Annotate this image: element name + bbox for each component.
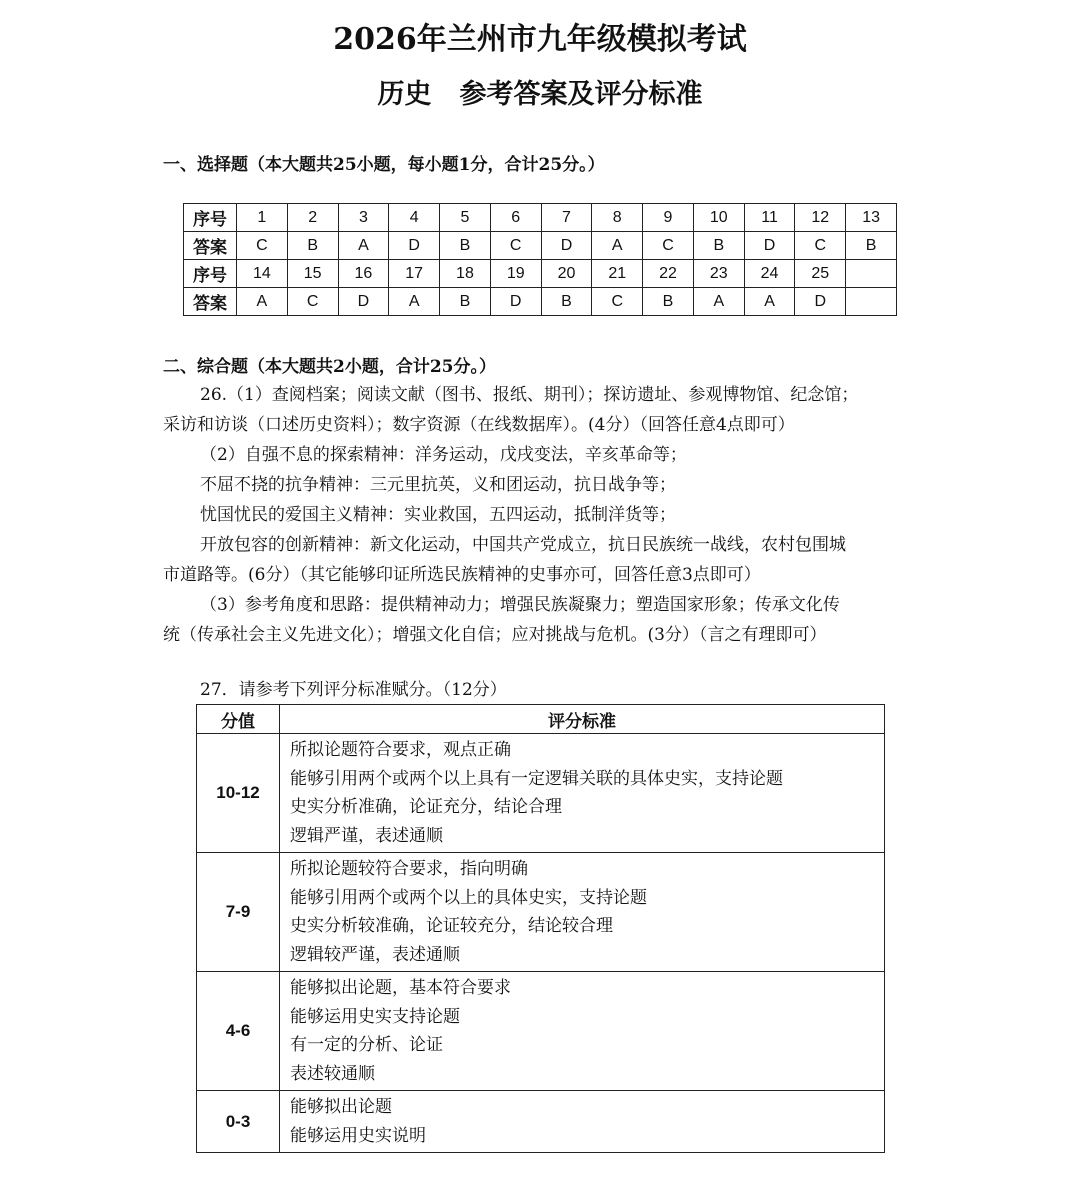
row-label: 答案 [184, 232, 237, 260]
criteria-item: 有一定的分析、论证 [290, 1035, 443, 1055]
answer-line: 忧国忧民的爱国主义精神：实业救国，五四运动，抵制洋货等； [200, 505, 676, 525]
question-number: 7 [541, 204, 592, 232]
answer-cell: A [592, 232, 643, 260]
question-number: 19 [490, 260, 541, 288]
question-number: 16 [338, 260, 389, 288]
answer-cell: B [440, 232, 491, 260]
answer-line: 不屈不挠的抗争精神：三元里抗英，义和团运动，抗日战争等； [200, 475, 676, 495]
answer-cell: A [744, 288, 795, 316]
question-number: 17 [389, 260, 440, 288]
answer-cell: B [440, 288, 491, 316]
answer-cell: B [287, 232, 338, 260]
row-label: 答案 [184, 288, 237, 316]
answer-cell: A [389, 288, 440, 316]
question-number: 3 [338, 204, 389, 232]
criteria-item: 史实分析准确，论证充分，结论合理 [290, 797, 562, 817]
question-number: 5 [440, 204, 491, 232]
answer-table-row [184, 260, 897, 288]
question-number: 20 [541, 260, 592, 288]
criteria-item: 能够运用史实支持论题 [290, 1006, 460, 1027]
answer-cell: C [643, 232, 694, 260]
header-score: 分值 [197, 705, 280, 734]
answer-table-row [184, 288, 897, 316]
question-number: 6 [490, 204, 541, 232]
answer-line: （2）自强不息的探索精神：洋务运动，戊戌变法，辛亥革命等； [200, 445, 687, 465]
question-27-intro: 27．请参考下列评分标准赋分。（12分） [200, 680, 507, 700]
question-number: 12 [795, 204, 846, 232]
question-number: 13 [846, 204, 897, 232]
section1-heading: 一、选择题（本大题共25小题，每小题1分，合计25分。） [163, 155, 605, 175]
answer-line: 统（传承社会主义先进文化）；增强文化自信；应对挑战与危机。(3分）（言之有理即可） [163, 625, 827, 645]
answer-cell: B [541, 288, 592, 316]
answer-cell: D [744, 232, 795, 260]
answer-cell: A [693, 288, 744, 316]
criteria-row [197, 1091, 885, 1153]
question-number: 25 [795, 260, 846, 288]
answer-cell: D [490, 288, 541, 316]
question-number: 23 [693, 260, 744, 288]
answer-cell: C [795, 232, 846, 260]
answer-table-row [184, 232, 897, 260]
score-range: 7-9 [197, 853, 280, 972]
document-subtitle [0, 72, 1080, 111]
answer-cell: D [541, 232, 592, 260]
criteria-row [197, 853, 885, 972]
criteria-item: 所拟论题较符合要求，指向明确 [290, 859, 528, 879]
section2-heading: 二、综合题（本大题共2小题，合计25分。） [163, 357, 496, 377]
answer-line: 市道路等。(6分）（其它能够印证所选民族精神的史事亦可，回答任意3点即可） [163, 565, 761, 585]
criteria-list [280, 853, 885, 972]
answer-cell: B [693, 232, 744, 260]
score-range: 0-3 [197, 1091, 280, 1153]
answer-cell: B [643, 288, 694, 316]
answer-cell: A [338, 232, 389, 260]
answer-cell: D [795, 288, 846, 316]
question-number: 22 [643, 260, 694, 288]
criteria-item: 史实分析较准确，论证较充分，结论较合理 [290, 916, 613, 936]
scoring-criteria-table [196, 704, 885, 1153]
criteria-item: 能够拟出论题，基本符合要求 [290, 978, 511, 998]
question-number: 10 [693, 204, 744, 232]
answer-cell: C [490, 232, 541, 260]
question-number: 24 [744, 260, 795, 288]
criteria-item: 能够引用两个或两个以上具有一定逻辑关联的具体史实，支持论题 [290, 768, 783, 789]
question-number: 11 [744, 204, 795, 232]
criteria-list [280, 972, 885, 1091]
answer-line: （3）参考角度和思路：提供精神动力；增强民族凝聚力；塑造国家形象；传承文化传 [200, 595, 840, 615]
answer-cell: A [237, 288, 288, 316]
document-title: 2026年兰州市九年级模拟考试 [333, 22, 747, 57]
question-number [846, 260, 897, 288]
criteria-list [280, 734, 885, 853]
subtitle-name: 参考答案及评分标准 [459, 79, 703, 110]
subject: 历史 [377, 79, 432, 110]
score-range: 4-6 [197, 972, 280, 1091]
answer-cell: C [287, 288, 338, 316]
criteria-row [197, 972, 885, 1091]
answer-line: 采访和访谈（口述历史资料）；数字资源（在线数据库）。(4分）（回答任意4点即可） [163, 415, 795, 435]
criteria-item: 逻辑较严谨，表述通顺 [290, 944, 460, 965]
question-number: 1 [237, 204, 288, 232]
question-number: 14 [237, 260, 288, 288]
criteria-row [197, 734, 885, 853]
criteria-item: 逻辑严谨，表述通顺 [290, 825, 443, 846]
answer-line: 开放包容的创新精神：新文化运动，中国共产党成立，抗日民族统一战线，农村包围城 [200, 535, 846, 555]
criteria-item: 所拟论题符合要求，观点正确 [290, 740, 511, 760]
criteria-item: 能够运用史实说明 [290, 1125, 426, 1146]
question-number: 4 [389, 204, 440, 232]
question-number: 9 [643, 204, 694, 232]
choice-answer-table [183, 203, 897, 316]
question-number: 21 [592, 260, 643, 288]
answer-cell: B [846, 232, 897, 260]
answer-cell: D [338, 288, 389, 316]
criteria-item: 表述较通顺 [290, 1063, 375, 1084]
row-label: 序号 [184, 204, 237, 232]
criteria-item: 能够拟出论题 [290, 1097, 392, 1117]
header-criteria: 评分标准 [280, 705, 885, 734]
score-range: 10-12 [197, 734, 280, 853]
question-number: 8 [592, 204, 643, 232]
answer-cell: D [389, 232, 440, 260]
answer-line: 26.（1）查阅档案；阅读文献（图书、报纸、期刊）；探访遗址、参观博物馆、纪念馆； [200, 385, 859, 405]
row-label: 序号 [184, 260, 237, 288]
answer-cell [846, 288, 897, 316]
answer-cell: C [237, 232, 288, 260]
question-number: 2 [287, 204, 338, 232]
question-number: 18 [440, 260, 491, 288]
question-number: 15 [287, 260, 338, 288]
answer-cell: C [592, 288, 643, 316]
answer-table-row [184, 204, 897, 232]
criteria-list [280, 1091, 885, 1153]
criteria-item: 能够引用两个或两个以上的具体史实，支持论题 [290, 887, 647, 908]
